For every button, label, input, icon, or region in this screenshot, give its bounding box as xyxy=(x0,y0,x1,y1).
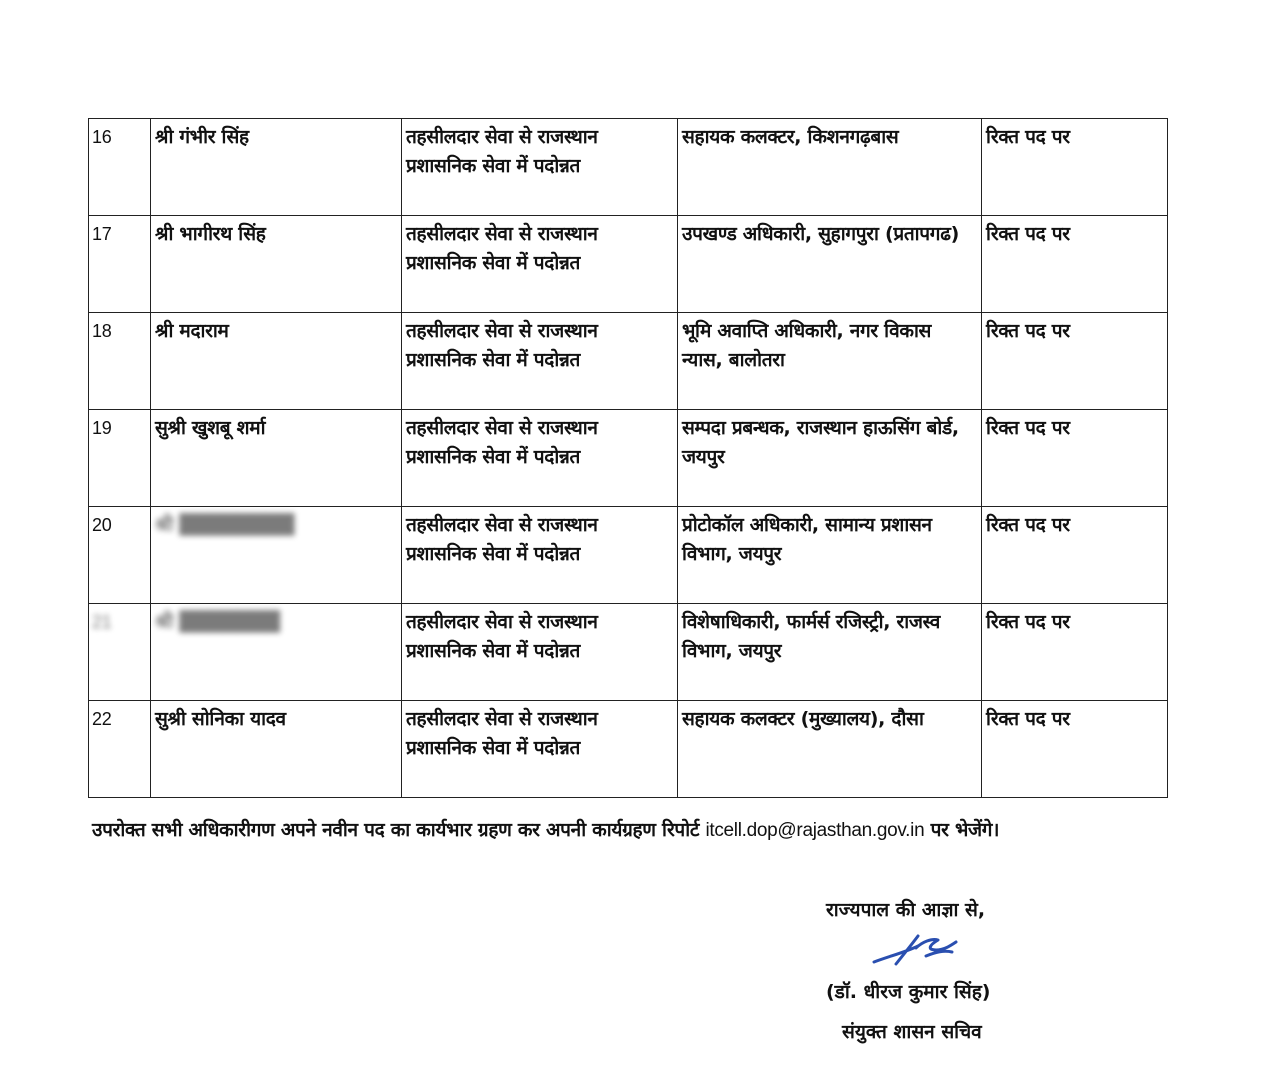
officer-designation: संयुक्त शासन सचिव xyxy=(842,1021,982,1043)
table-row xyxy=(89,410,1168,507)
table-row xyxy=(89,119,1168,216)
remark-cell: रिक्त पद पर xyxy=(982,410,1168,507)
posting-cell: भूमि अवाप्ति अधिकारी, नगर विकास न्यास, बालोतरा xyxy=(678,313,982,410)
serial-number: 21 xyxy=(89,604,151,701)
table-row xyxy=(89,216,1168,313)
officer-name-cell: श्री गंभीर सिंह xyxy=(151,119,402,216)
instruction-text: उपरोक्त सभी अधिकारीगण अपने नवीन पद का कार्यभार ग्रहण कर अपनी कार्यग्रहण रिपोर्ट xyxy=(92,819,706,841)
posting-cell: सहायक कलक्टर, किशनगढ़बास xyxy=(678,119,982,216)
remark-cell: रिक्त पद पर xyxy=(982,216,1168,313)
instruction-text-end: पर भेजेंगे। xyxy=(924,819,1000,841)
officer-name-cell: श्री मदाराम xyxy=(151,313,402,410)
promotion-cell: तहसीलदार सेवा से राजस्थान प्रशासनिक सेवा में पदोन्नत xyxy=(402,216,678,313)
remark-cell: रिक्त पद पर xyxy=(982,507,1168,604)
serial-number: 17 xyxy=(89,216,151,313)
officer-name-cell-redacted: श्री ███████ xyxy=(151,604,402,701)
promotion-cell: तहसीलदार सेवा से राजस्थान प्रशासनिक सेवा में पदोन्नत xyxy=(402,313,678,410)
promotion-cell: तहसीलदार सेवा से राजस्थान प्रशासनिक सेवा में पदोन्नत xyxy=(402,119,678,216)
serial-number: 22 xyxy=(89,701,151,798)
officer-name-cell: सुश्री खुशबू शर्मा xyxy=(151,410,402,507)
report-email-link[interactable]: itcell.dop@rajasthan.gov.in xyxy=(705,820,925,841)
serial-number: 18 xyxy=(89,313,151,410)
promotion-cell: तहसीलदार सेवा से राजस्थान प्रशासनिक सेवा में पदोन्नत xyxy=(402,507,678,604)
remark-cell: रिक्त पद पर xyxy=(982,701,1168,798)
promotion-cell: तहसीलदार सेवा से राजस्थान प्रशासनिक सेवा में पदोन्नत xyxy=(402,410,678,507)
officer-name-cell: श्री भागीरथ सिंह xyxy=(151,216,402,313)
remark-cell: रिक्त पद पर xyxy=(982,119,1168,216)
remark-cell: रिक्त पद पर xyxy=(982,313,1168,410)
serial-number: 20 xyxy=(89,507,151,604)
serial-number: 19 xyxy=(89,410,151,507)
promotion-cell: तहसीलदार सेवा से राजस्थान प्रशासनिक सेवा में पदोन्नत xyxy=(402,604,678,701)
table-row xyxy=(89,507,1168,604)
table-row xyxy=(89,701,1168,798)
officer-name-cell: सुश्री सोनिका यादव xyxy=(151,701,402,798)
promotion-cell: तहसीलदार सेवा से राजस्थान प्रशासनिक सेवा में पदोन्नत xyxy=(402,701,678,798)
serial-number: 16 xyxy=(89,119,151,216)
table-row xyxy=(89,604,1168,701)
order-authority-line: राज्यपाल की आज्ञा से, xyxy=(826,899,986,921)
posting-cell: प्रोटोकॉल अधिकारी, सामान्य प्रशासन विभाग, जयपुर xyxy=(678,507,982,604)
officer-name-cell-redacted: श्री ████████ xyxy=(151,507,402,604)
table-row xyxy=(89,313,1168,410)
posting-cell: उपखण्ड अधिकारी, सुहागपुरा (प्रतापगढ) xyxy=(678,216,982,313)
joining-instruction xyxy=(92,816,1192,842)
remark-cell: रिक्त पद पर xyxy=(982,604,1168,701)
handwritten-signature xyxy=(866,926,962,974)
officer-name: (डॉ. धीरज कुमार सिंह) xyxy=(826,981,991,1003)
posting-cell: विशेषाधिकारी, फार्मर्स रजिस्ट्री, राजस्व विभाग, जयपुर xyxy=(678,604,982,701)
table-body xyxy=(89,119,1168,798)
posting-cell: सम्पदा प्रबन्धक, राजस्थान हाऊसिंग बोर्ड, जयपुर xyxy=(678,410,982,507)
transfer-table xyxy=(88,118,1168,798)
posting-cell: सहायक कलक्टर (मुख्यालय), दौसा xyxy=(678,701,982,798)
